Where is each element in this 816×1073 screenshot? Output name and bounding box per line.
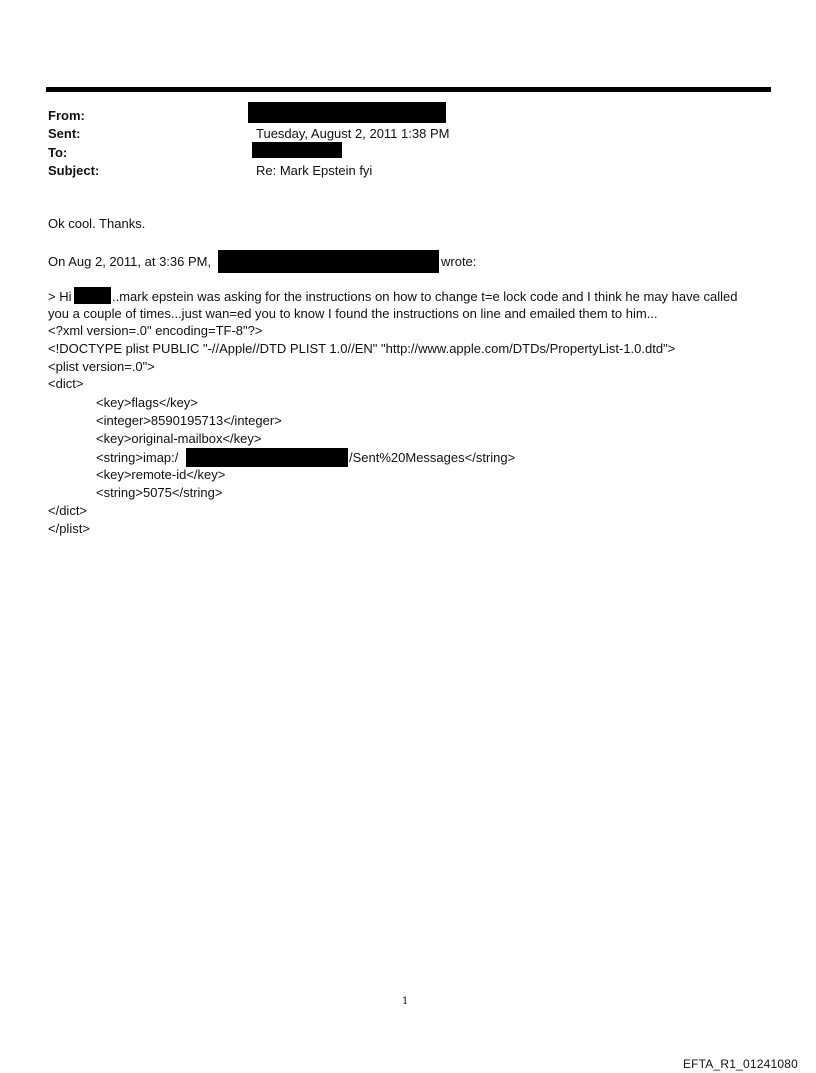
string-imap-suffix: /Sent%20Messages</string> [349, 450, 516, 465]
string-imap-prefix: <string>imap:/ [96, 450, 179, 465]
quote-line1-suffix: ..mark epstein was asking for the instructions on how to change t=e lock code and I think he may have called [112, 289, 738, 304]
dict-open: <dict> [48, 376, 84, 391]
quote-line1-prefix: > Hi [48, 289, 72, 304]
key-flags: <key>flags</key> [96, 395, 198, 410]
dict-close: </dict> [48, 503, 88, 518]
to-label: To: [48, 145, 68, 160]
key-mailbox: <key>original-mailbox</key> [96, 431, 262, 446]
doctype-line: <!DOCTYPE plist PUBLIC "-//Apple//DTD PLIST 1.0//EN" "http://www.apple.com/DTDs/PropertyList-1.0.dtd"> [48, 341, 676, 356]
integer-flags: <integer>8590195713</integer> [96, 413, 282, 428]
redaction-sender [218, 250, 439, 273]
redaction-from [248, 102, 446, 123]
string-remote: <string>5075</string> [96, 485, 223, 500]
page-number: 1 [402, 996, 409, 1007]
header-rule [46, 87, 771, 92]
quote-intro-prefix: On Aug 2, 2011, at 3:36 PM, [48, 254, 212, 269]
plist-close: </plist> [48, 521, 90, 536]
xml-declaration: <?xml version=.0" encoding=TF-8"?> [48, 323, 263, 338]
key-remote: <key>remote-id</key> [96, 467, 226, 482]
sent-value: Tuesday, August 2, 2011 1:38 PM [256, 126, 450, 141]
reply-text: Ok cool. Thanks. [48, 216, 146, 231]
redaction-name [74, 287, 111, 304]
subject-value: Re: Mark Epstein fyi [256, 163, 373, 178]
from-label: From: [48, 108, 85, 123]
sent-label: Sent: [48, 126, 81, 141]
document-id: EFTA_R1_01241080 [682, 1057, 798, 1071]
quote-intro-suffix: wrote: [441, 254, 477, 269]
subject-label: Subject: [48, 163, 100, 178]
quote-line2: you a couple of times...just wan=ed you to know I found the instructions on line and emailed them to him... [48, 306, 658, 321]
redaction-imap [186, 448, 348, 467]
plist-open: <plist version=.0"> [48, 359, 155, 374]
redaction-to [252, 142, 342, 158]
